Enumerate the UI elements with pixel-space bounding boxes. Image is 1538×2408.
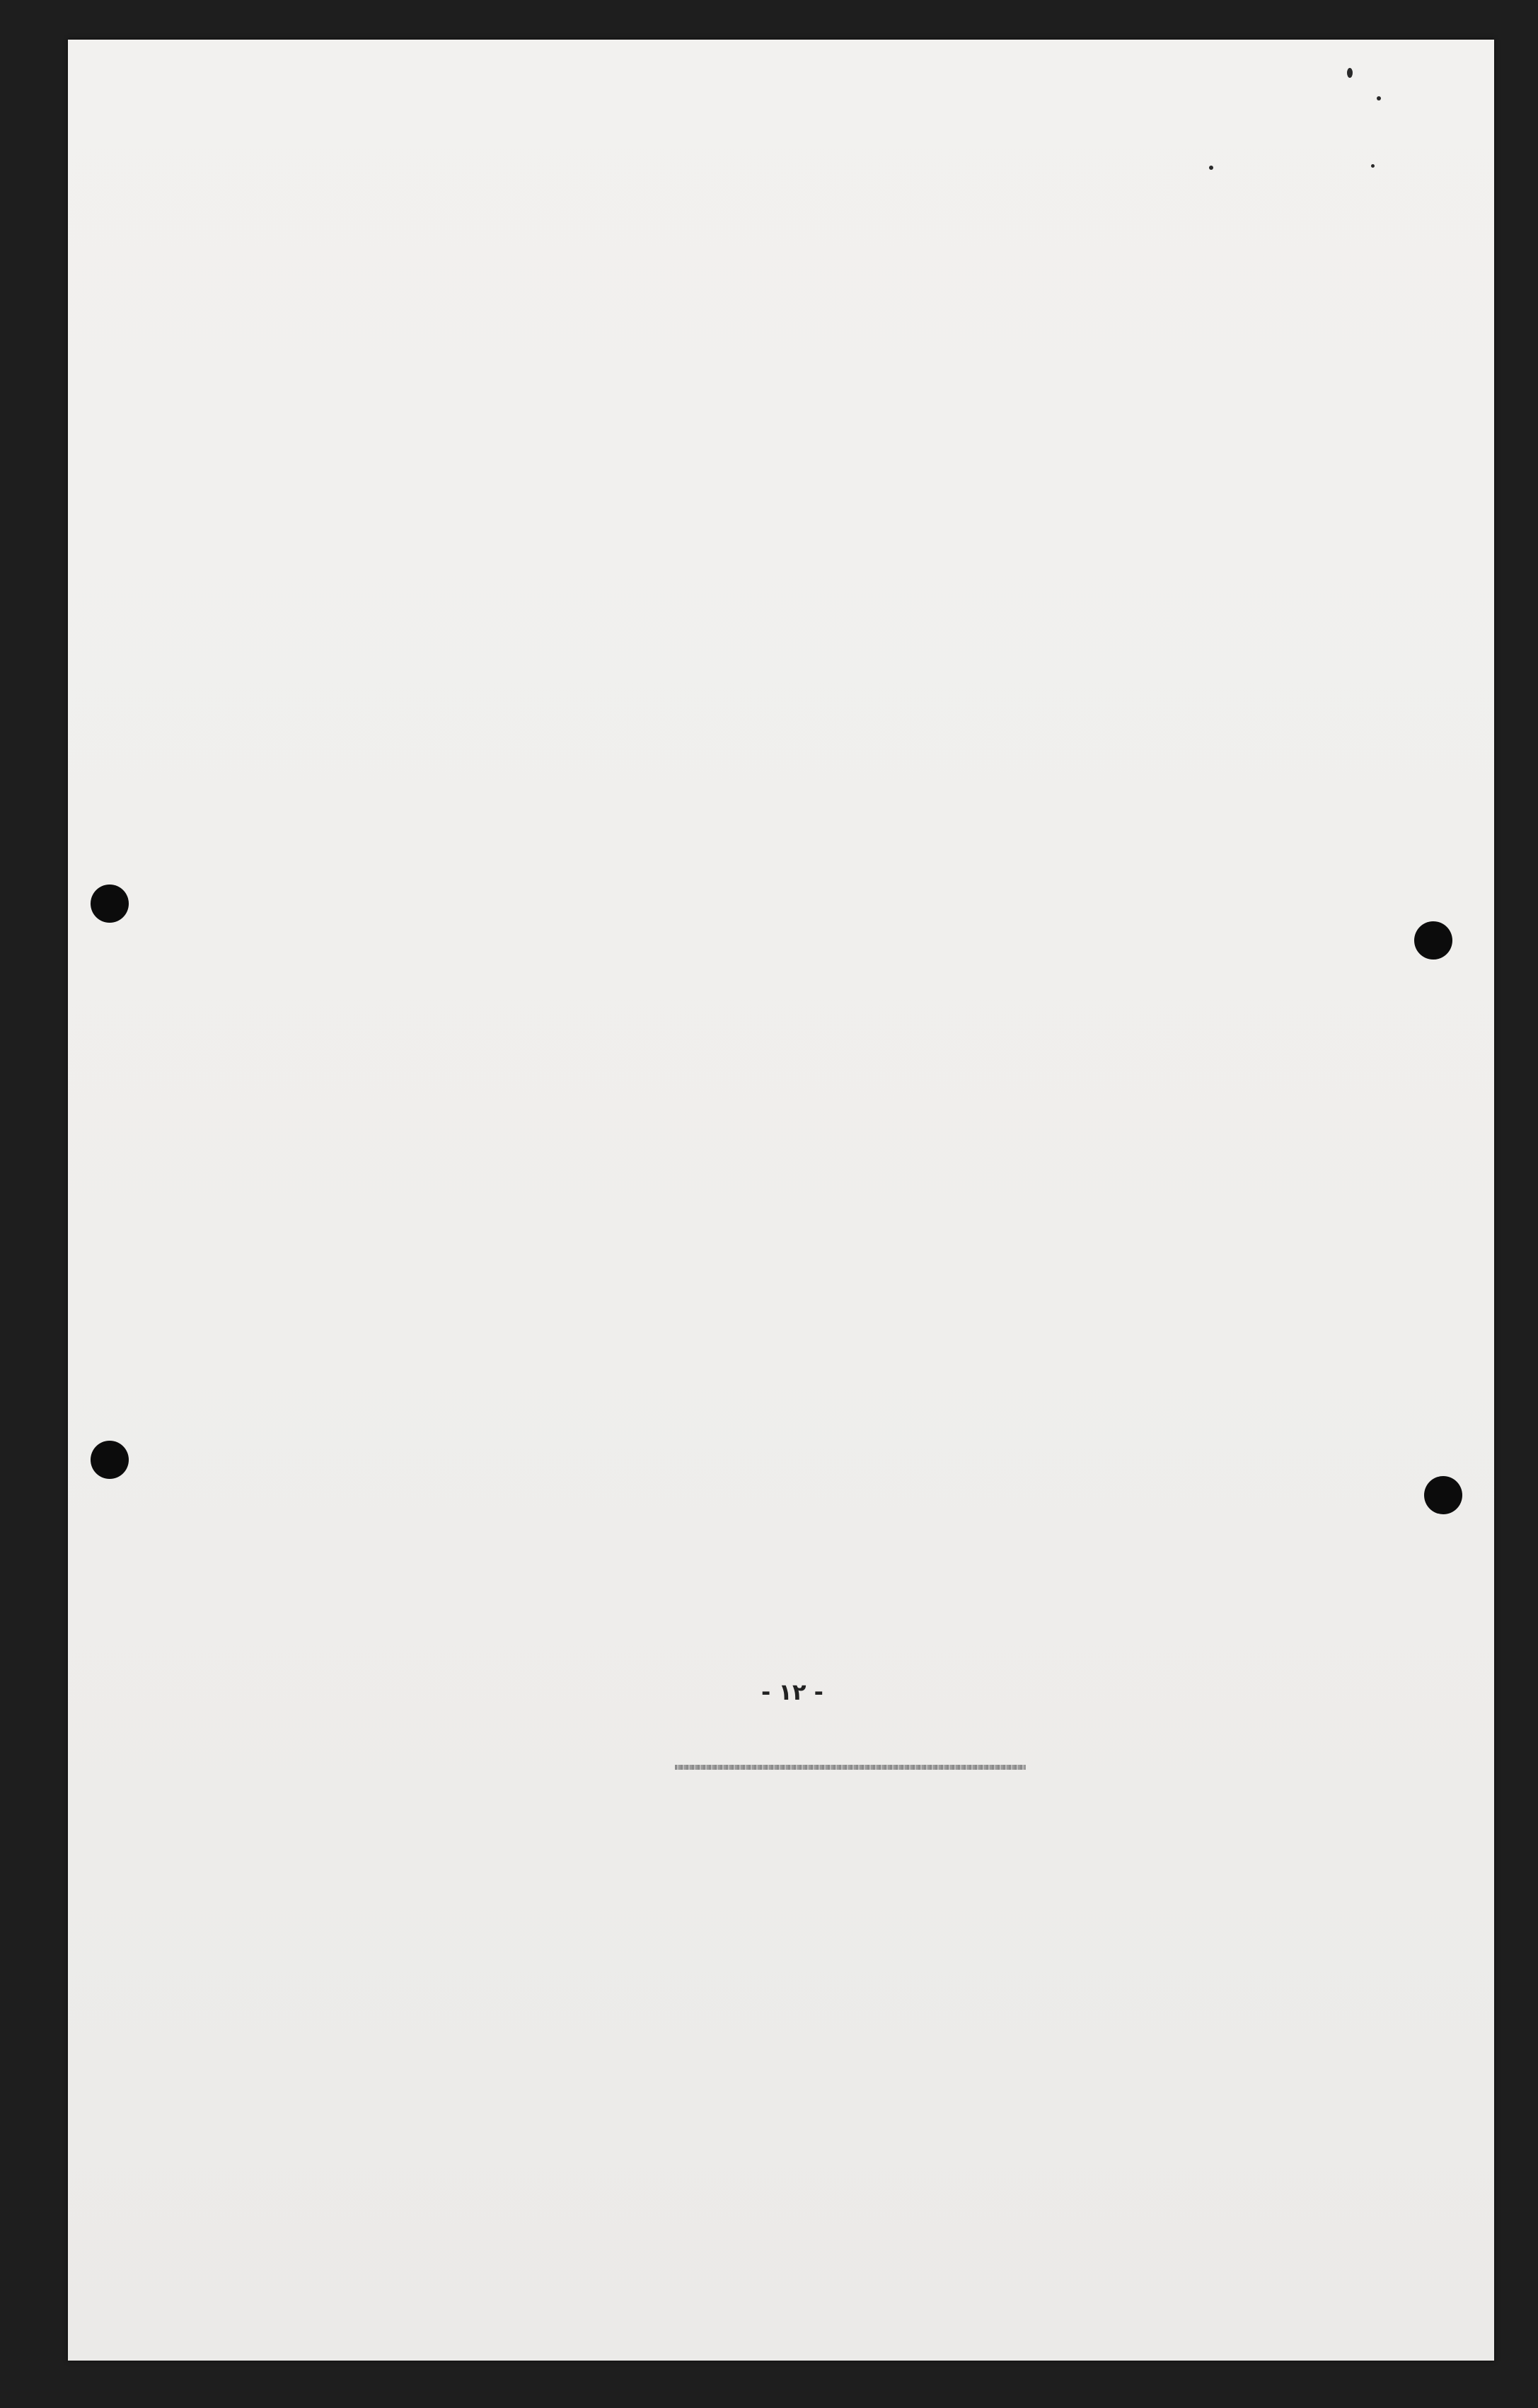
ink-speck <box>1209 166 1213 170</box>
ink-speck <box>1377 96 1381 100</box>
page-number: - ١٢ - <box>761 1678 823 1705</box>
ink-speck <box>1347 68 1353 78</box>
scan-rule <box>675 1765 1026 1770</box>
punch-hole <box>91 1441 129 1479</box>
punch-hole <box>1424 1476 1462 1514</box>
punch-hole <box>91 885 129 923</box>
ink-speck <box>1371 164 1375 168</box>
document-page <box>68 40 1494 2361</box>
punch-hole <box>1414 921 1452 960</box>
